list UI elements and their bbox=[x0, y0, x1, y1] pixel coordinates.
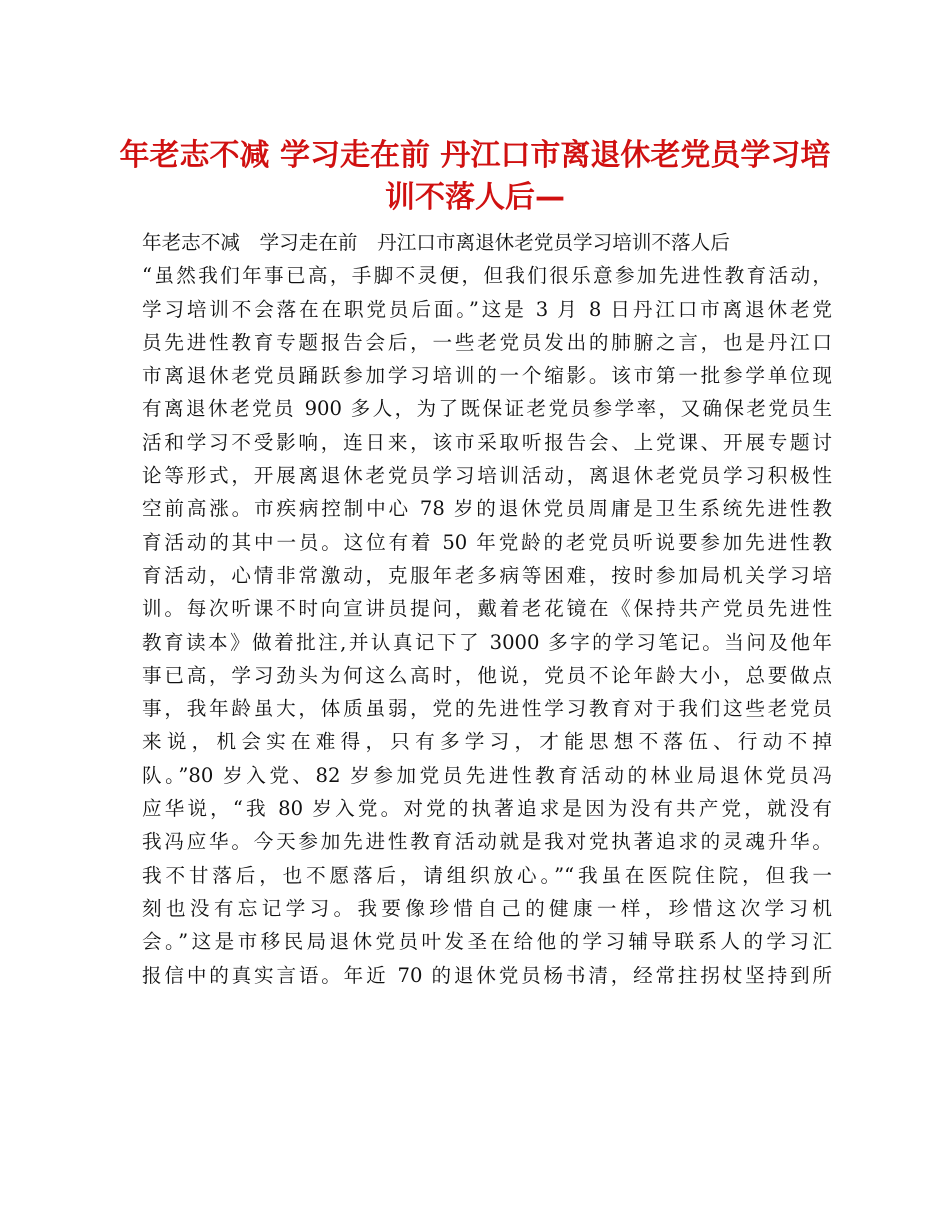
body-line: “虽然我们年事已高，手脚不灵便，但我们很乐意参加先进性教育活动， bbox=[142, 264, 832, 288]
body-line: 空前高涨。市疾病控制中心 78 岁的退休党员周庸是卫生系统先进性教 bbox=[142, 497, 832, 521]
body-line: 训。每次听课不时向宣讲员提问，戴着老花镜在《保持共产党员先进性 bbox=[142, 597, 832, 621]
body-line-heading: 年老志不减 学习走在前 丹江口市离退休老党员学习培训不落人后 bbox=[142, 231, 730, 254]
body-line: 教育读本》做着批注,并认真记下了 3000 多字的学习笔记。当问及他年 bbox=[142, 630, 832, 654]
body-line: 事，我年龄虽大，体质虽弱，党的先进性学习教育对于我们这些老党员 bbox=[142, 697, 832, 721]
article-body bbox=[142, 226, 832, 992]
body-line: 会。”这是市移民局退休党员叶发圣在给他的学习辅导联系人的学习汇 bbox=[142, 930, 832, 954]
body-line: 论等形式，开展离退休老党员学习培训活动，离退休老党员学习积极性 bbox=[142, 464, 832, 488]
body-line: 队。”80 岁入党、82 岁参加党员先进性教育活动的林业局退休党员冯 bbox=[142, 763, 832, 787]
body-line: 育活动的其中一员。这位有着 50 年党龄的老党员听说要参加先进性教 bbox=[142, 530, 832, 554]
body-line: 学习培训不会落在在职党员后面。”这是 3 月 8 日丹江口市离退休老党 bbox=[142, 297, 832, 321]
body-line: 员先进性教育专题报告会后，一些老党员发出的肺腑之言，也是丹江口 bbox=[142, 330, 832, 354]
document-title-line-1: 年老志不减 学习走在前 丹江口市离退休老党员学习培 bbox=[119, 138, 831, 173]
body-line: 事已高，学习劲头为何这么高时，他说，党员不论年龄大小，总要做点 bbox=[142, 663, 832, 687]
body-line: 应华说，“我 80 岁入党。对党的执著追求是因为没有共产党，就没有 bbox=[142, 797, 832, 821]
body-line: 来说，机会实在难得，只有多学习，才能思想不落伍、行动不掉 bbox=[142, 730, 832, 754]
body-line: 报信中的真实言语。年近 70 的退休党员杨书清，经常拄拐杖坚持到所 bbox=[142, 963, 832, 987]
body-line: 活和学习不受影响，连日来，该市采取听报告会、上党课、开展专题讨 bbox=[142, 430, 832, 454]
document-title-line-2: 训不落人后— bbox=[385, 180, 565, 215]
body-line: 市离退休老党员踊跃参加学习培训的一个缩影。该市第一批参学单位现 bbox=[142, 364, 832, 388]
body-line: 育活动，心情非常激动，克服年老多病等困难，按时参加局机关学习培 bbox=[142, 563, 832, 587]
body-line: 我不甘落后，也不愿落后，请组织放心。”“我虽在医院住院，但我一 bbox=[142, 863, 832, 887]
body-line: 刻也没有忘记学习。我要像珍惜自己的健康一样，珍惜这次学习机 bbox=[142, 896, 832, 920]
body-line: 有离退休老党员 900 多人，为了既保证老党员参学率，又确保老党员生 bbox=[142, 397, 832, 421]
body-line: 我冯应华。今天参加先进性教育活动就是我对党执著追求的灵魂升华。 bbox=[142, 830, 832, 854]
